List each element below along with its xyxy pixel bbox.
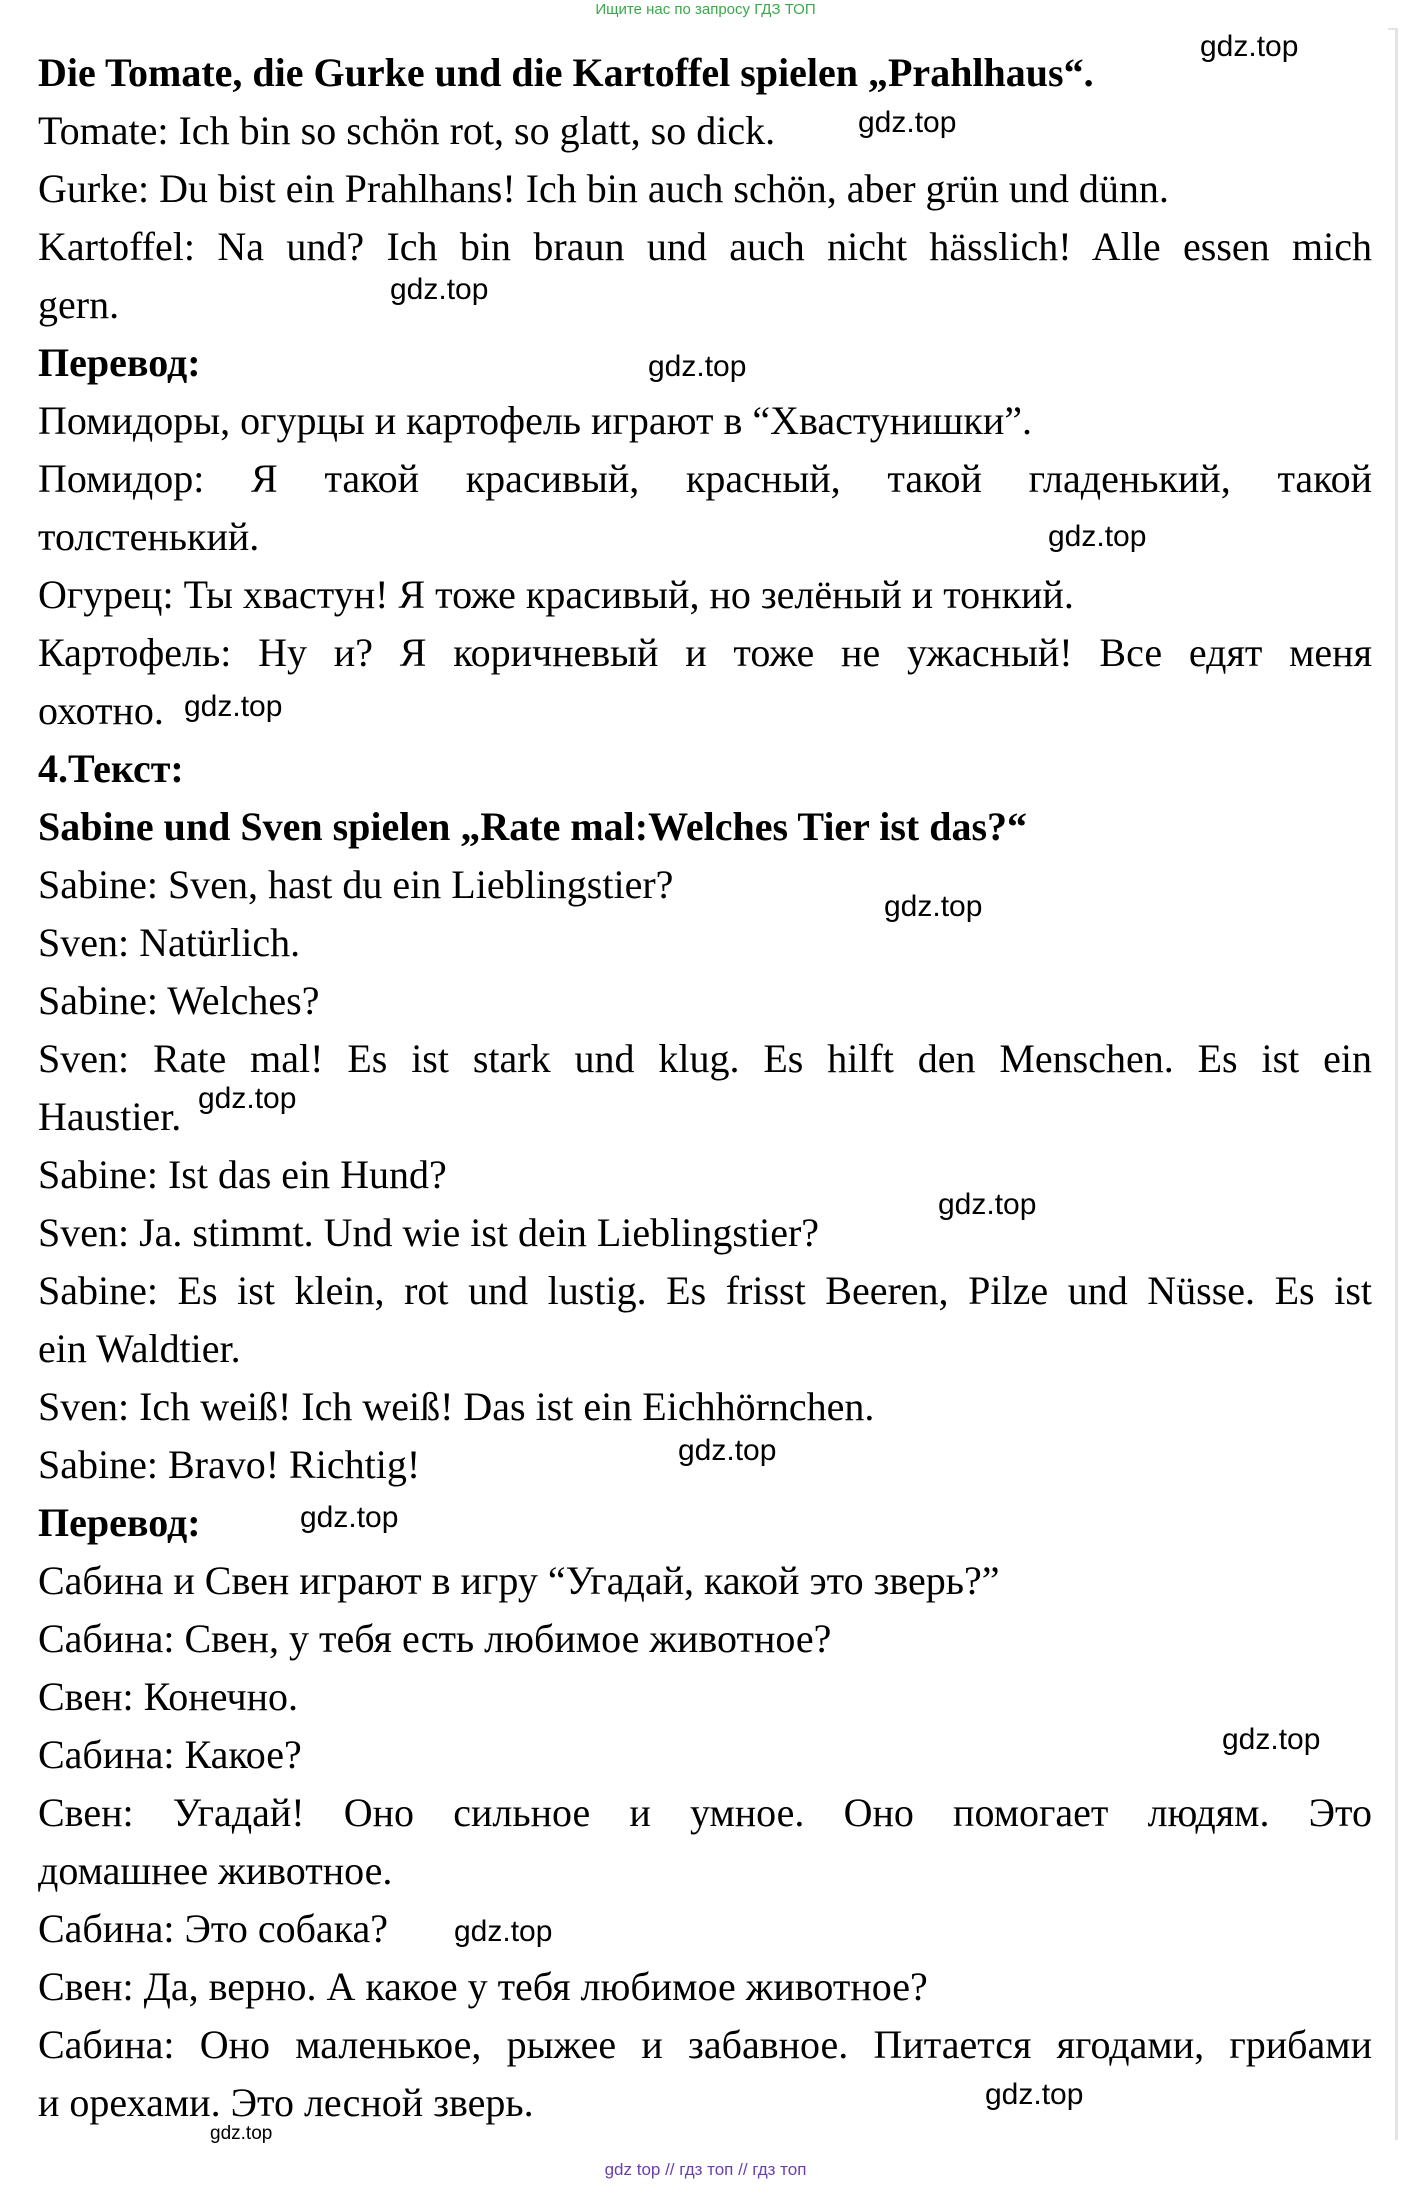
watermark: gdz.top xyxy=(678,1434,777,1467)
footer-links[interactable]: gdz top // гдз топ // гдз топ xyxy=(604,2160,807,2179)
text-line: Свен: Угадай! Оно сильное и умное. Оно помогает людям. Это xyxy=(38,1790,1372,1835)
text-line-title: Die Tomate, die Gurke und die Kartoffel spielen „Prahlhaus“. xyxy=(38,50,1094,95)
text-line: Свен: Да, верно. А какое у тебя любимое животное? xyxy=(38,1964,928,2009)
watermark: gdz.top xyxy=(985,2078,1084,2111)
watermark: gdz.top xyxy=(198,1082,297,1115)
text-line: Sabine: Bravo! Richtig! xyxy=(38,1442,421,1487)
text-line: Sabine: Welches? xyxy=(38,978,320,1023)
text-line: Sabine: Es ist klein, rot und lustig. Es frisst Beeren, Pilze und Nüsse. Es ist xyxy=(38,1268,1372,1313)
text-line: Sven: Ja. stimmt. Und wie ist dein Lieblingstier? xyxy=(38,1210,820,1255)
text-line: Сабина: Это собака? xyxy=(38,1906,389,1951)
text-line: Haustier. xyxy=(38,1094,182,1139)
text-line: Помидоры, огурцы и картофель играют в “Хвастунишки”. xyxy=(38,398,1033,443)
section-heading-text: 4.Текст: xyxy=(38,746,184,791)
text-line: и орехами. Это лесной зверь. xyxy=(38,2080,534,2125)
watermark: gdz.top xyxy=(210,2123,273,2144)
watermark: gdz.top xyxy=(390,273,489,306)
watermark: gdz.top xyxy=(184,690,283,723)
text-line: Помидор: Я такой красивый, красный, такой гладенький, такой xyxy=(38,456,1372,501)
watermark: gdz.top xyxy=(648,350,747,383)
section-heading-translation: Перевод: xyxy=(38,1500,201,1545)
watermark: gdz.top xyxy=(938,1188,1037,1221)
page-border xyxy=(1395,30,1398,2140)
watermark: gdz.top xyxy=(1222,1723,1321,1756)
text-line: gern. xyxy=(38,282,120,327)
text-line: домашнее животное. xyxy=(38,1848,393,1893)
section-heading-translation: Перевод: xyxy=(38,340,201,385)
text-line: Картофель: Ну и? Я коричневый и тоже не ужасный! Все едят меня xyxy=(38,630,1372,675)
text-line: Gurke: Du bist ein Prahlhans! Ich bin auch schön, aber grün und dünn. xyxy=(38,166,1169,211)
watermark: gdz.top xyxy=(454,1915,553,1948)
text-line: Sabine: Sven, hast du ein Lieblingstier? xyxy=(38,862,674,907)
text-line: ein Waldtier. xyxy=(38,1326,241,1371)
text-line: Sven: Ich weiß! Ich weiß! Das ist ein Eichhörnchen. xyxy=(38,1384,875,1429)
text-line: Сабина: Оно маленькое, рыжее и забавное. Питается ягодами, грибами xyxy=(38,2022,1372,2067)
text-line: толстенький. xyxy=(38,514,260,559)
text-line-title: Sabine und Sven spielen „Rate mal:Welches Tier ist das?“ xyxy=(38,804,1028,849)
text-line: Kartoffel: Na und? Ich bin braun und auch nicht hässlich! Alle essen mich xyxy=(38,224,1372,269)
text-line: Сабина и Свен играют в игру “Угадай, какой это зверь?” xyxy=(38,1558,1000,1603)
text-line: охотно. xyxy=(38,688,164,733)
watermark: gdz.top xyxy=(858,106,957,139)
text-line: Tomate: Ich bin so schön rot, so glatt, so dick. xyxy=(38,108,776,153)
text-line: Свен: Конечно. xyxy=(38,1674,298,1719)
watermark: gdz.top xyxy=(884,890,983,923)
watermark: gdz.top xyxy=(300,1501,399,1534)
watermark: gdz.top xyxy=(1048,520,1147,553)
text-line: Sven: Rate mal! Es ist stark und klug. Es hilft den Menschen. Es ist ein xyxy=(38,1036,1372,1081)
text-line: Сабина: Какое? xyxy=(38,1732,302,1777)
search-hint[interactable]: Ищите нас по запросу ГДЗ ТОП xyxy=(595,1,816,18)
text-line: Sabine: Ist das ein Hund? xyxy=(38,1152,447,1197)
text-line: Сабина: Свен, у тебя есть любимое животное? xyxy=(38,1616,832,1661)
text-line: Огурец: Ты хвастун! Я тоже красивый, но зелёный и тонкий. xyxy=(38,572,1074,617)
text-line: Sven: Natürlich. xyxy=(38,920,301,965)
watermark: gdz.top xyxy=(1200,30,1299,63)
